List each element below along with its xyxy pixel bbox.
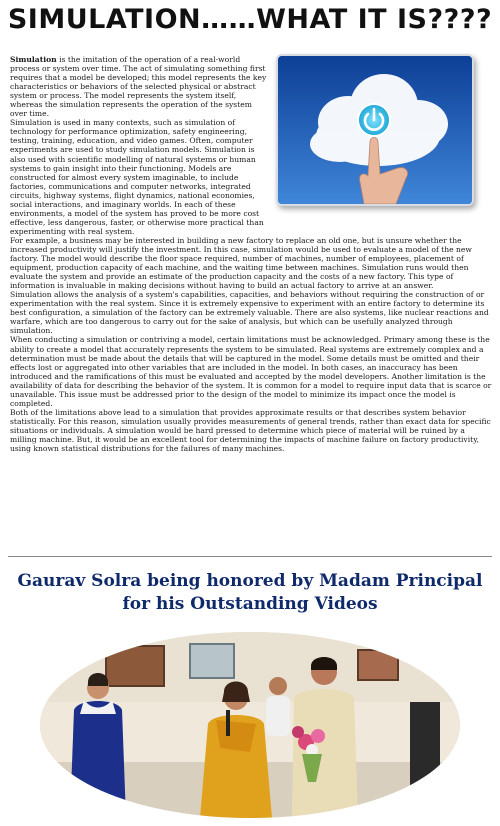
simulation-article — [10, 55, 492, 453]
article-paragraph-5: When conducting a simulation or contriving a model, certain limitations must be acknowledged. Primary among these is the ability to create a model that accurately represents the system to be simulated. Real systems are extremely complex and a determination must be made about the details that will be captured in the model. Some details must be omitted and their effects lost or aggregated into other variables that are included in the model. In both cases, an inaccuracy has been introduced and the ramifications of this must be evaluated and accepted by the model developers. Another limitation is the availability of data for describing the behavior of the system. It is common for a model to require input data that is scarce or unavailable. This issue must be addressed prior to the design of the model to minimize its impact once the model is completed. — [10, 335, 492, 408]
wall-frame — [190, 644, 234, 678]
background-man-figure — [266, 677, 290, 736]
wall-frame — [358, 650, 398, 680]
page-title: SIMULATION……WHAT IT IS???? — [7, 4, 493, 35]
image-spacer — [270, 55, 492, 218]
right-edge-figure — [410, 702, 440, 818]
section-divider — [8, 556, 492, 557]
caption-line-2: for his Outstanding Videos — [122, 594, 378, 614]
article-paragraph-6: Both of the limitations above lead to a simulation that provides approximate results or that describes system behavior statistically. For this reason, simulation usually provides measurements of general trends, rather than exact data for specific situations or individuals. A simulation would be hard pressed to determine which piece of material will be ruined by a milling machine. But, it would be an excellent tool for determining the impacts of machine failure on factory productivity, using known statistical distributions for the failures of many machines. — [10, 407, 491, 454]
article-paragraph-1: Simulation is the imitation of the operation of a real-world process or system over time. The act of simulating something first requires that a model be developed; this model represents the key characteristics or behaviors of the selected physical or abstract system or process. The model represents the system itself, whereas the simulation represents the operation of the system over time. — [10, 55, 267, 119]
article-paragraph-3: For example, a business may be interested in building a new factory to replace an old one, but is unsure whether the increased productivity will justify the investment. In this case, simulation would be used to evaluate a model of the new factory. The model would describe the floor space required, number of machines, number of employees, placement of equipment, production capacity of each machine, and the waiting time between machines. Simulation runs would then evaluate the system and provide an estimate of the production capacity and the costs of a new factory. This type of information is invaluable in making decisions without having to build an actual factory to arrive at an answer. — [10, 235, 472, 291]
wall-frame — [106, 646, 164, 686]
microphone-icon — [226, 710, 230, 736]
ceremony-illustration — [40, 632, 460, 818]
award-ceremony-photo — [40, 632, 460, 818]
lead-term: Simulation — [10, 55, 57, 64]
article-paragraph-4: Simulation allows the analysis of a system's capabilities, capacities, and behaviors without requiring the construction of or experimentation with the real system. Since it is extremely expensive to experiment with an entire factory to determine its best configuration, a simulation of the factory can be extremely valuable. There are also systems, like nuclear reactions and warfare, which are too dangerous to carry out for the sake of analysis, but which can be usefully analyzed through simulation. — [10, 290, 489, 336]
photo-caption — [0, 570, 500, 616]
caption-line-1: Gaurav Solra being honored by Madam Principal — [17, 571, 483, 591]
article-paragraph-2: Simulation is used in many contexts, such as simulation of technology for performance optimization, safety engineering, testing, training, education, and video games. Often, computer experiments are used to study simulation models. Simulation is also used with scientific modelling of natural systems or human systems to gain insight into their functioning. Models are constructed for almost every system imaginable, to include factories, communications and computer networks, integrated circuits, highway systems, flight dynamics, national economies, social interactions, and imaginary worlds. In each of these environments, a model of the system has proved to be more cost effective, less dangerous, faster, or otherwise more practical than experimenting with real system. — [10, 118, 264, 236]
